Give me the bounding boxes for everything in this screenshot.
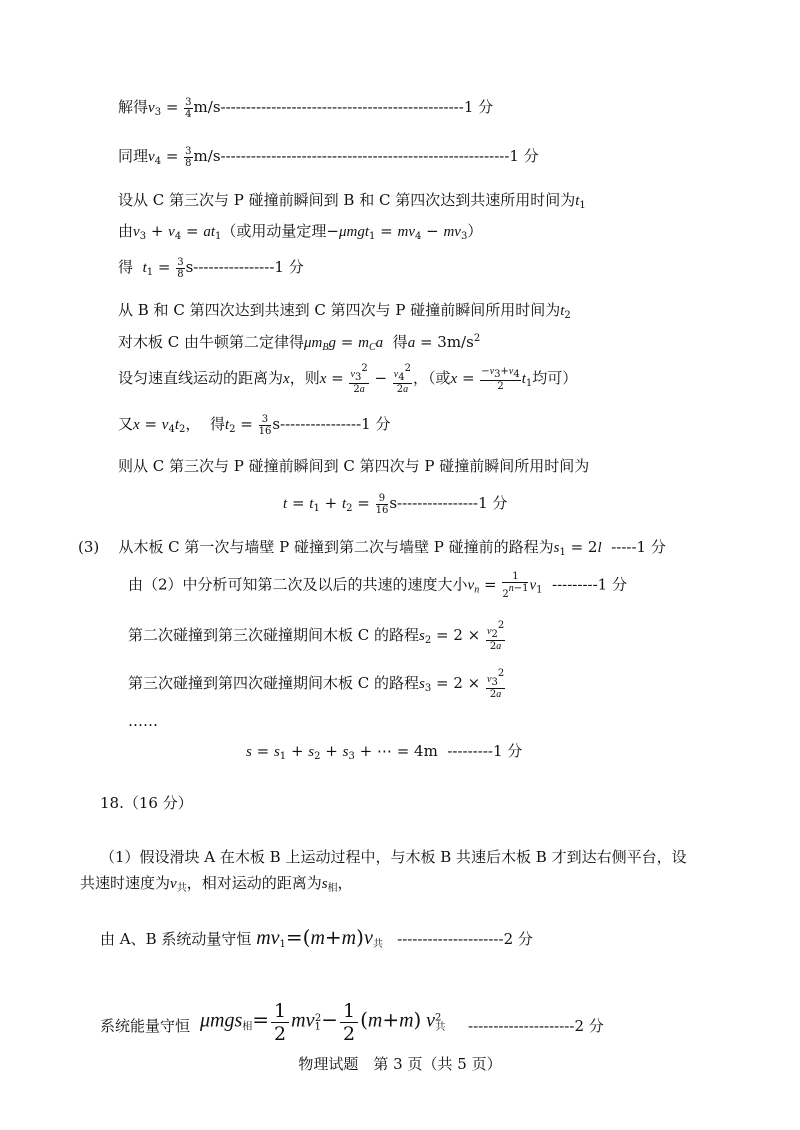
solution-line-total-def: 则从 C 第三次与 P 碰撞前瞬间到 C 第四次与 P 碰撞前瞬间所用时间为 xyxy=(118,457,590,475)
part3-ellipsis: …… xyxy=(128,712,158,730)
part3-line-vn: 由（2）中分析可知第二次及以后的共速的速度大小$v_n$ = $\frac{1}{2^{n-1}}$ $v_1$ ---------1 分 xyxy=(128,571,627,600)
solution-line-t2-def: 从 B 和 C 第四次达到共速到 C 第四次与 P 碰撞前瞬间所用时间为$t_2$ xyxy=(118,301,571,321)
solution-line-newton: 对木板 C 由牛顿第二定律得$\mu m_Bg = m_Ca$ 得$a = 3m/s^2$ xyxy=(118,333,481,353)
q18-energy-eq: μmgs$_相$= $\frac{1}{2}$ $mv_1^2-$ $\frac{1}{2}$ (m+m) $v^2_共$ xyxy=(200,1000,446,1045)
solution-line-t1: 得 $t_1$ = $\frac{3}{8}$ s----------------1 分 xyxy=(118,256,304,280)
solution-line-v4: 同理$v_4$ = $\frac{3}{8}$ m/s---------------------------------------------------------1 分 xyxy=(118,145,539,169)
part3-line-s2: 第二次碰撞到第三次碰撞期间木板 C 的路程$s_2 = 2$ × $\frac{v_2^2}{2a}$ xyxy=(128,620,505,652)
q18-momentum-eq: 由 A、B 系统动量守恒 $mv_1=(m+m)v_共$ ---------------------2 分 xyxy=(100,925,533,950)
page-footer: 物理试题 第 3 页（共 5 页） xyxy=(298,1055,502,1073)
q18-energy-score: ---------------------2 分 xyxy=(468,1017,604,1035)
solution-line-distance: 设匀速直线运动的距离为x，则x = $\frac{v_3^2}{2a}$ − $\frac{v_4^2}{2a}$ ，（或x = $\frac{-v_3+v_4}{2}$ $t_1$均可） xyxy=(118,363,578,395)
q18-intro-line2: 共速时速度为$v_共$，相对运动的距离为$s_相$， xyxy=(80,874,353,894)
solution-line-t1-def: 设从 C 第三次与 P 碰撞前瞬间到 B 和 C 第四次达到共速所用时间为$t_1$ xyxy=(118,191,586,211)
part3-line-s3: 第三次碰撞到第四次碰撞期间木板 C 的路程$s_3 = 2$ × $\frac{v_3^2}{2a}$ xyxy=(128,668,505,700)
part3-line-s1: (3) 从木板 C 第一次与墙壁 P 碰撞到第二次与墙壁 P 碰撞前的路程为$s_1 = 2l$ -----1 分 xyxy=(78,538,666,558)
solution-line-momentum: 由$v_3 + v_4 = at_1$（或用动量定理$-\mu mgt_1 = mv_4 - mv_3$） xyxy=(118,222,483,242)
solution-line-t2: 又$x = v_4t_2$， 得$t_2$ = $\frac{3}{16}$ s----------------1 分 xyxy=(118,413,391,437)
question-18-heading: 18.（16 分） xyxy=(100,794,193,812)
q18-intro-line1: （1）假设滑块 A 在木板 B 上运动过程中，与木板 B 共速后木板 B 才到达右侧平台，设 xyxy=(100,848,687,866)
part3-line-sum: $s = s_1 + s_2 + s_3$ + ⋯ = 4m ---------1 分 xyxy=(246,742,523,762)
q18-energy-label: 系统能量守恒 xyxy=(100,1017,191,1035)
solution-line-total: $t = t_1 + t_2$ = $\frac{9}{16}$ s----------------1 分 xyxy=(283,492,508,516)
solution-line-v3: 解得$v_3$ = $\frac{3}{4}$ m/s------------------------------------------------1 分 xyxy=(118,96,494,120)
